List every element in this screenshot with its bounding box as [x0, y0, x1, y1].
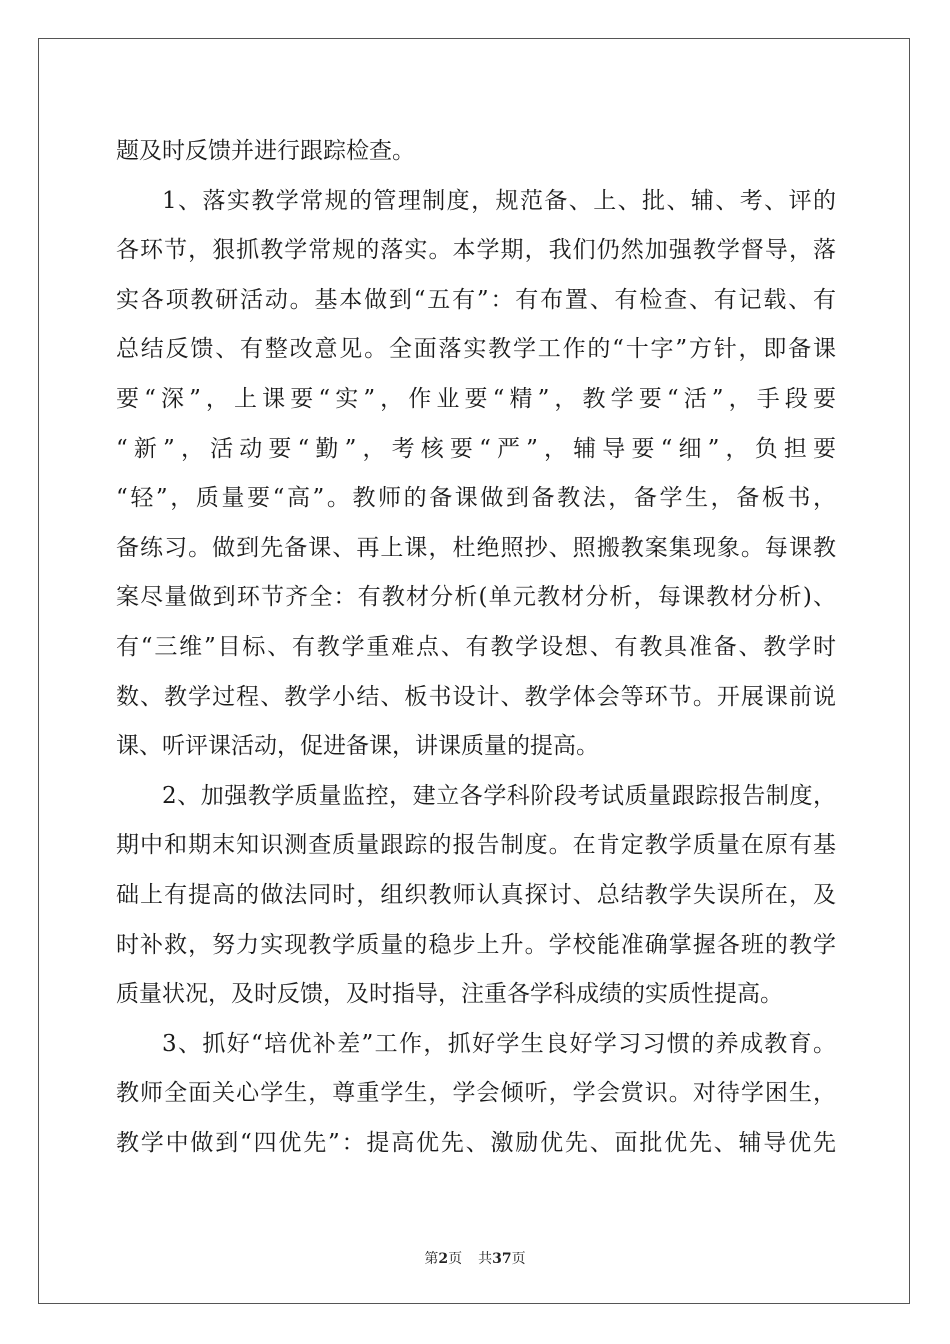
footer-prefix-total: 共 [478, 1251, 493, 1267]
text-line: 础上有提高的做法同时，组织教师认真探讨、总结教学失误所在，及 [116, 881, 836, 908]
text-line: 3、抓好“培优补差”工作，抓好学生良好学习习惯的养成教育。 [162, 1030, 836, 1057]
page-footer [0, 1248, 950, 1268]
text-line: 期中和期末知识测查质量跟踪的报告制度。在肯定教学质量在原有基 [116, 832, 836, 859]
text-line: 题及时反馈并进行跟踪检查。 [116, 138, 415, 164]
text-line: 有“三维”目标、有教学重难点、有教学设想、有教具准备、教学时 [116, 633, 836, 660]
document-body [116, 127, 836, 1168]
text-line: 教师全面关心学生，尊重学生，学会倾听，学会赏识。对待学困生， [116, 1080, 836, 1107]
text-line: 要“深”，上课要“实”，作业要“精”，教学要“活”，手段要 [116, 385, 836, 412]
text-line: 时补救，努力实现教学质量的稳步上升。学校能准确掌握各班的教学 [116, 931, 836, 958]
footer-current-page: 2 [438, 1251, 449, 1267]
text-line: 教学中做到“四优先”：提高优先、激励优先、面批优先、辅导优先 [116, 1129, 836, 1156]
footer-total-pages: 37 [492, 1251, 512, 1267]
text-line: 备练习。做到先备课、再上课，杜绝照抄、照搬教案集现象。每课教 [116, 534, 836, 561]
text-line: 实各项教研活动。基本做到“五有”：有布置、有检查、有记载、有 [116, 286, 836, 313]
text-line: 1、落实教学常规的管理制度，规范备、上、批、辅、考、评的 [162, 187, 836, 214]
text-line: 各环节，狠抓教学常规的落实。本学期，我们仍然加强教学督导，落 [116, 237, 836, 264]
text-line: 2、加强教学质量监控，建立各学科阶段考试质量跟踪报告制度， [162, 782, 836, 809]
text-line: 课、听评课活动，促进备课，讲课质量的提高。 [116, 733, 599, 760]
text-line: 数、教学过程、教学小结、板书设计、教学体会等环节。开展课前说 [116, 683, 836, 710]
text-line: 总结反馈、有整改意见。全面落实教学工作的“十字”方针，即备课 [116, 336, 836, 363]
footer-suffix-total: 页 [511, 1251, 526, 1267]
footer-prefix-current: 第 [424, 1251, 439, 1267]
footer-suffix-current: 页 [448, 1251, 463, 1267]
text-line: 案尽量做到环节齐全：有教材分析(单元教材分析，每课教材分析)、 [116, 584, 836, 611]
text-line: “轻”，质量要“高”。教师的备课做到备教法，备学生，备板书， [116, 485, 836, 512]
text-line: 质量状况，及时反馈，及时指导，注重各学科成绩的实质性提高。 [116, 981, 783, 1008]
text-line: “新”，活动要“勤”，考核要“严”，辅导要“细”，负担要 [116, 435, 836, 462]
